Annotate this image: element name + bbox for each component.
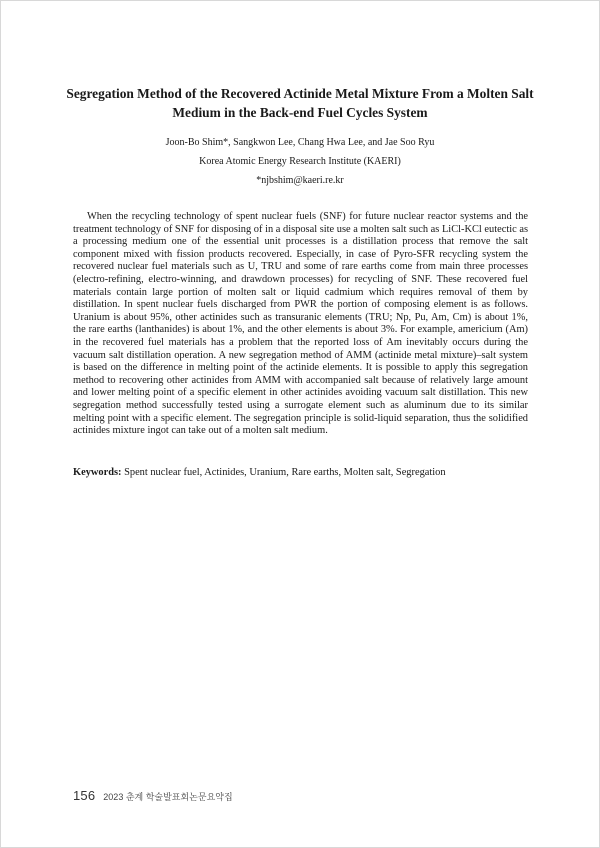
keywords-line xyxy=(73,466,528,479)
page-number: 156 xyxy=(73,788,96,803)
paper-title: Segregation Method of the Recovered Actinide Metal Mixture From a Molten Salt Medium in the Back-end Fuel Cycles System xyxy=(66,86,534,120)
keywords-list: Spent nuclear fuel, Actinides, Uranium, Rare earths, Molten salt, Segregation xyxy=(124,467,446,478)
paper-affiliation: Korea Atomic Energy Research Institute (KAERI) xyxy=(199,156,401,167)
abstract-body: When the recycling technology of spent nuclear fuels (SNF) for future nuclear reactor systems and the treatment technology of SNF for disposing of in a disposal site use a molten salt such as LiCl-KCl eutectic as a processing medium one of the essential unit processes is a distillation process that remove the salt component mixed with fission products recovered. Especially, in case of Pyro-SFR recycling system the recovered nuclear fuel materials such as U, TRU and some of rare earths come from main three processes (electro-refining, electro-winning, and drawdown processes) for recycling of SNF. These recovered fuel materials contain large portion of molten salt or liquid cadmium which requires removal of them by distillation. In spent nuclear fuels discharged from PWR the portion of composing element is as follows. Uranium is about 95%, other actinides such as transuranic elements (TRU; Np, Pu, Am, Cm) is about 1%, the rare earths (lanthanides) is about 1%, and the other elements is about 3%. For example, americium (Am) in the recovered fuel materials has a problem that the reported loss of Am inevitably occurs during the vacuum salt distillation operation. A new segregation method of AMM (actinide metal mixture)–salt system is based on the difference in melting point of the actinide elements. It is possible to apply this segregation method to recovering other actinides from AMM with accompanied salt because of relatively large amount and lower melting point of a specific element in other actinides avoiding vacuum salt distillation. This new segregation method successfully tested using a surrogate element such as aluminum due to its similar melting point with a specific element. The segregation principle is solid-liquid separation, thus the solidified actinides mixture ingot can take out of a molten salt medium. xyxy=(73,211,528,437)
page-footer xyxy=(73,788,233,803)
keywords-label: Keywords: xyxy=(73,467,122,478)
paper-authors: Joon-Bo Shim*, Sangkwon Lee, Chang Hwa Lee, and Jae Soo Ryu xyxy=(165,137,435,148)
proceedings-title: 2023 춘계 학술발표회논문요약집 xyxy=(103,792,233,802)
corresponding-email: *njbshim@kaeri.re.kr xyxy=(256,175,344,186)
